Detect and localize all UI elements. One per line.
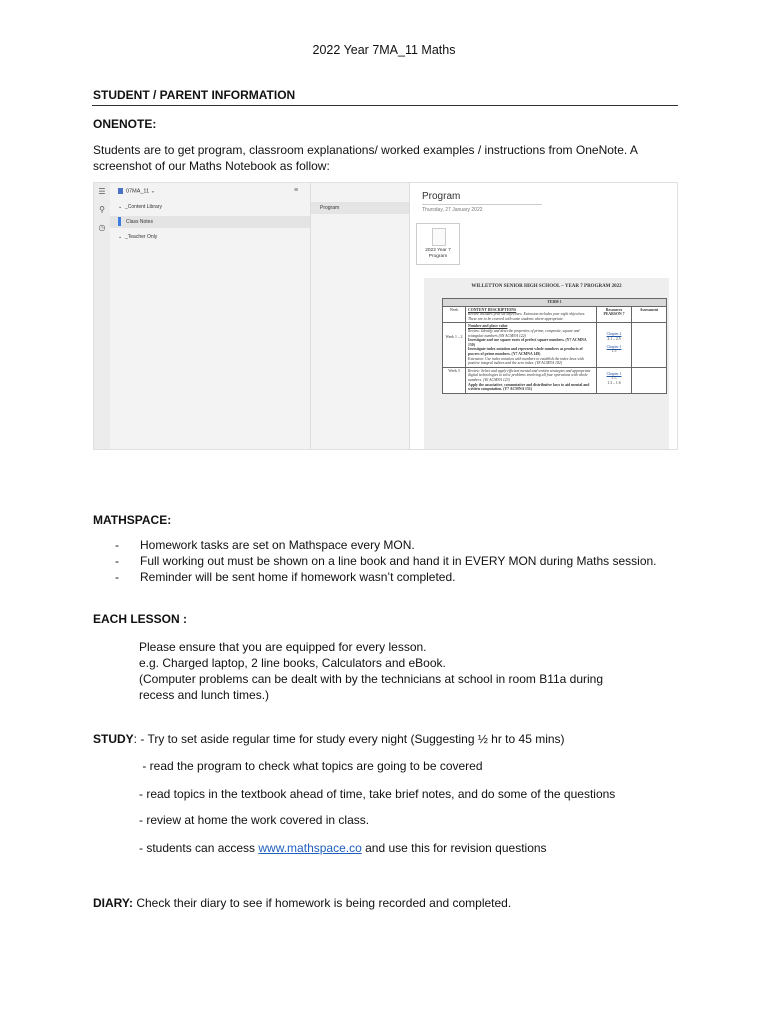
week-cell: Week 1 – 2	[443, 323, 466, 367]
file-icon	[432, 228, 446, 246]
study-item: - read topics in the textbook ahead of time, take brief notes, and do some of the questions	[139, 787, 616, 801]
content-header-label: CONTENT DESCRIPTIONS	[468, 307, 517, 312]
app-rail	[94, 183, 110, 449]
resources-sub-label: PEARSON 7	[603, 312, 625, 317]
content-line: Apply the associative, commutative and distributive laws to aid mental and written computation. (Y7 ACMNA 151)	[468, 382, 590, 392]
col-header-assessment: Assessment	[632, 306, 667, 323]
chevron-down-icon: ⌄	[118, 204, 123, 210]
onenote-paragraph-line-2: screenshot of our Maths Notebook as follow:	[93, 159, 330, 173]
page-date: Thursday, 27 January 2022	[422, 207, 483, 213]
week-cell: Week 3	[443, 367, 466, 393]
study-item: - read the program to check what topics are going to be covered	[139, 759, 483, 773]
each-lesson-line: recess and lunch times.)	[139, 688, 270, 702]
col-header-week: Week	[443, 306, 466, 323]
resource-chapter-link[interactable]: Chapter 1	[606, 344, 622, 349]
content-line: Investigate index notation and represent whole numbers as products of powers of prime numbers. (Y7 ACMNA 149)	[468, 347, 583, 356]
page-item-program[interactable]: Program	[311, 202, 409, 214]
section-color-tab	[118, 217, 121, 226]
col-header-content	[466, 306, 597, 323]
each-lesson-line: Please ensure that you are equipped for every lesson.	[139, 640, 427, 654]
program-table	[442, 298, 667, 394]
table-header-row	[443, 306, 667, 323]
content-line: Review: Identify and describe properties of prime, composite, square and triangular numbers (SN ACMNA 122)	[468, 328, 580, 338]
notebook-name: 07MA_11	[126, 188, 150, 195]
notebook-selector[interactable]	[118, 188, 155, 194]
content-line: Review: Select and apply efficient mental and written strategies and appropriate digital technologies to solve problems involving all four operations with whole numbers. (Y6 ACMNA 123)	[468, 368, 591, 382]
content-cell	[466, 367, 597, 393]
section-content-library[interactable]	[118, 204, 308, 210]
intro-line-1: Review includes year six objectives. Extension includes year eight objectives.	[468, 312, 586, 317]
section-label: _Teacher Only	[124, 234, 158, 240]
study-line-1	[93, 731, 713, 747]
document-title: 2022 Year 7MA_11 Maths	[312, 43, 456, 57]
section-heading: STUDENT / PARENT INFORMATION	[93, 88, 296, 102]
intro-line-2: These are to be covered with some students where appropriate.	[468, 316, 564, 321]
resource-chapter-link[interactable]: Chapter 2	[606, 332, 622, 337]
mathspace-list	[115, 537, 715, 585]
program-printout	[424, 278, 669, 449]
list-item: - Full working out must be shown on a line book and hand it in EVERY MON during Maths session.	[115, 553, 715, 569]
attachment-caption	[417, 248, 459, 260]
clock-icon: ◷	[98, 223, 106, 232]
library-icon: ☰	[98, 187, 106, 196]
chevron-down-icon: ⌄	[150, 188, 156, 195]
study-text: and use this for revision questions	[361, 841, 547, 855]
page-list	[311, 183, 410, 449]
list-item: - Homework tasks are set on Mathspace every MON.	[115, 537, 715, 553]
table-row	[443, 367, 667, 393]
topic-title: Number and place value	[468, 324, 508, 329]
diary-line	[93, 895, 511, 911]
sort-icon[interactable]: ≡	[294, 187, 299, 194]
resources-label: Resources	[605, 307, 623, 312]
mathspace-heading: MATHSPACE:	[93, 513, 172, 527]
table-row	[443, 323, 667, 367]
assessment-cell	[632, 323, 667, 367]
each-lesson-paragraph	[139, 639, 719, 703]
section-label: Class Notes	[126, 219, 153, 225]
study-item: - review at home the work covered in class.	[139, 813, 370, 827]
content-cell	[466, 323, 597, 367]
resources-cell	[597, 323, 632, 367]
resource-sections: 1.3 – 1.6	[607, 380, 621, 385]
content-line: Investigate and use square roots of perfect square numbers. (Y7 ACMNA 150)	[468, 338, 587, 347]
onenote-paragraph	[93, 142, 693, 174]
onenote-heading: ONENOTE:	[93, 117, 157, 131]
study-text: : - Try to set aside regular time for study every night (Suggesting ½ hr to 45 mins)	[133, 732, 565, 746]
title-underline	[422, 204, 542, 205]
resources-cell	[597, 367, 632, 393]
search-icon: ⚲	[99, 205, 105, 214]
study-item-mathspace	[139, 840, 547, 856]
diary-label: DIARY:	[93, 896, 133, 910]
resource-chapter-link[interactable]: Chapter 1	[606, 371, 622, 376]
assessment-cell	[632, 367, 667, 393]
attachment-thumbnail[interactable]	[416, 223, 460, 265]
section-class-notes[interactable]	[110, 216, 310, 228]
onenote-screenshot	[93, 182, 678, 450]
study-text: - students can access	[139, 841, 259, 855]
section-label: _Content Library	[124, 204, 162, 210]
printout-title: WILLETTON SENIOR HIGH SCHOOL – YEAR 7 PROGRAM 2022	[471, 284, 622, 289]
resource-sections: 2.1 – 2.5	[607, 336, 621, 341]
heading-divider	[92, 105, 678, 106]
content-line: Extension: Use index notation with numbers to establish the index laws with positive integral indices and the zero index. (Y8 ACMNA 182)	[468, 356, 584, 366]
section-teacher-only[interactable]	[118, 234, 308, 240]
notebook-icon	[118, 188, 123, 194]
resource-sections: 1.5	[611, 349, 617, 354]
col-header-resources	[597, 306, 632, 323]
study-label: STUDY	[93, 732, 134, 746]
term-header: TERM 1	[443, 299, 667, 307]
mathspace-link[interactable]: www.mathspace.co	[258, 841, 362, 855]
each-lesson-line: e.g. Charged laptop, 2 line books, Calculators and eBook.	[139, 656, 446, 670]
attachment-caption-line-1: 2022 Year 7	[425, 248, 451, 253]
page-title: Program	[422, 191, 461, 202]
attachment-caption-line-2: Program	[428, 254, 448, 259]
list-item: - Reminder will be sent home if homework wasn’t completed.	[115, 569, 715, 585]
each-lesson-heading: EACH LESSON :	[93, 612, 188, 626]
onenote-paragraph-line-1: Students are to get program, classroom explanations/ worked examples / instructions from OneNote. A	[93, 143, 638, 157]
each-lesson-line: (Computer problems can be dealt with by the technicians at school in room B11a during	[139, 672, 604, 686]
diary-text: Check their diary to see if homework is being recorded and completed.	[133, 896, 512, 910]
section-navigation	[110, 183, 311, 449]
resource-sections: 1.1,	[611, 376, 617, 381]
chevron-down-icon: ⌄	[118, 234, 123, 240]
